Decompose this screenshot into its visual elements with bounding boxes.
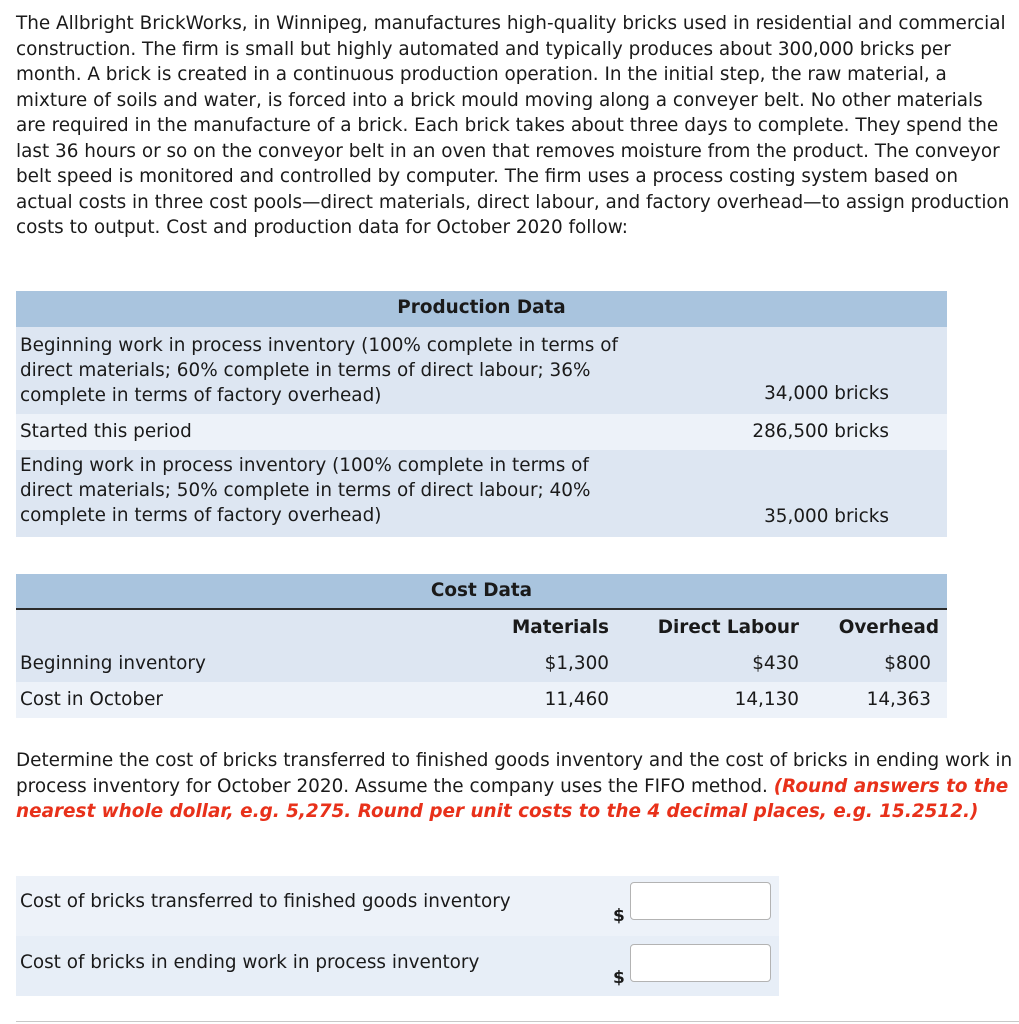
cell-materials: 11,460 [544, 689, 609, 710]
ending-wip-cost-input[interactable] [630, 944, 771, 982]
table-row [16, 327, 947, 414]
cell-materials: $1,300 [544, 653, 609, 674]
column-header-overhead: Overhead [838, 617, 939, 638]
row-label: Beginning work in process inventory (100% complete in terms of direct materials; 60% complete in terms of direct labour; 36% complete in terms of factory overhead) [20, 335, 618, 406]
column-header-materials: Materials [511, 617, 609, 638]
table-row [16, 682, 947, 718]
answer-section [16, 876, 779, 996]
cost-data-title-text: Cost Data [430, 580, 533, 601]
row-label: Started this period [20, 421, 192, 442]
cost-column-headers [16, 610, 947, 646]
finished-goods-cost-input[interactable] [630, 882, 771, 920]
table-row [16, 646, 947, 682]
row-value: 34,000 bricks [764, 383, 889, 404]
row-label: Beginning inventory [20, 653, 206, 674]
cost-data-table [16, 574, 947, 718]
rounding-note: (Round answers to the nearest whole dollar, e.g. 5,275. Round per unit costs to the 4 decimal places, e.g. 15.2512.) [16, 775, 1009, 822]
answer-row-ending-wip [16, 938, 779, 998]
cell-overhead: 14,363 [866, 689, 931, 710]
answer-label: Cost of bricks transferred to finished goods inventory [20, 891, 511, 912]
row-value: 35,000 bricks [764, 506, 889, 527]
answer-label: Cost of bricks in ending work in process inventory [20, 952, 480, 973]
row-label: Cost in October [20, 689, 163, 710]
divider [16, 1021, 1019, 1022]
cell-direct-labour: 14,130 [734, 689, 799, 710]
cost-data-title [16, 574, 947, 610]
row-label: Ending work in process inventory (100% complete in terms of direct materials; 50% complete in terms of direct labour; 40% complete in terms of factory overhead) [20, 455, 591, 526]
cell-direct-labour: $430 [752, 653, 799, 674]
problem-description: The Allbright BrickWorks, in Winnipeg, manufactures high-quality bricks used in residential and commercial construction. The firm is small but highly automated and typically produces about 300,000 bricks per month. A brick is created in a continuous production operation. In the initial step, the raw material, a mixture of soils and water, is forced into a brick mould moving along a conveyer belt. No other materials are required in the manufacture of a brick. Each brick takes about three days to complete. They spend the last 36 hours or so on the conveyor belt in an oven that removes moisture from the product. The conveyor belt speed is monitored and controlled by computer. The firm uses a process costing system based on actual costs in three cost pools—direct materials, direct labour, and factory overhead—to assign production costs to output. Cost and production data for October 2020 follow: [16, 13, 1010, 238]
production-data-table [16, 291, 947, 537]
cell-overhead: $800 [884, 653, 931, 674]
currency-symbol: $ [613, 968, 625, 988]
question-instructions [16, 748, 1016, 825]
row-value: 286,500 bricks [752, 421, 889, 442]
currency-symbol: $ [613, 906, 625, 926]
column-header-direct-labour: Direct Labour [657, 617, 799, 638]
production-data-title: Production Data [16, 291, 947, 327]
instructions-main: Determine the cost of bricks transferred to finished goods inventory and the cost of bricks in ending work in process inventory for October 2020. Assume the company uses the FIFO method. [16, 750, 1013, 797]
answer-row-finished-goods [16, 876, 779, 936]
table-row [16, 414, 947, 450]
table-row [16, 450, 947, 537]
